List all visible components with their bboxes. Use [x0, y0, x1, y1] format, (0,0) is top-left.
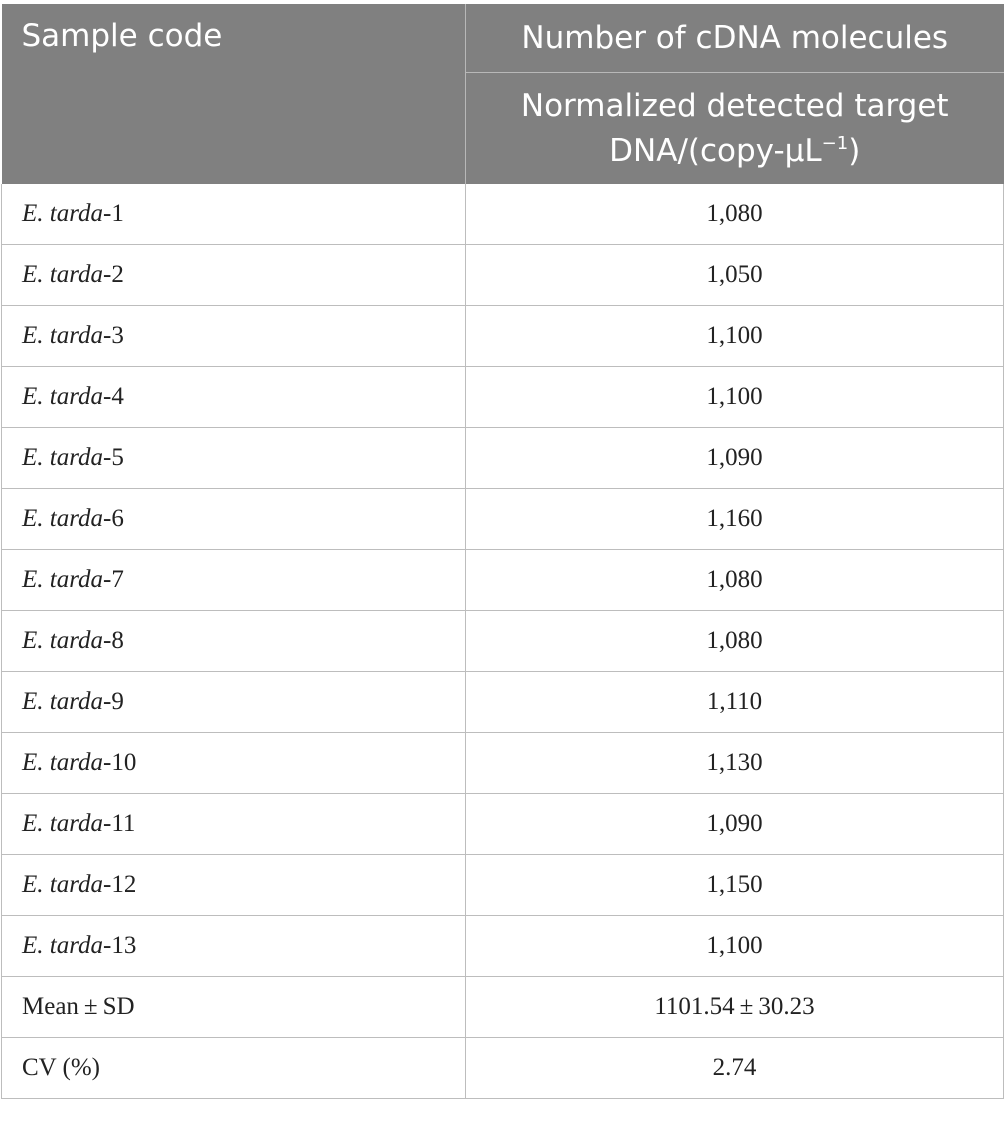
sample-cell	[2, 550, 466, 611]
sample-cell	[2, 428, 466, 489]
sample-cell	[2, 855, 466, 916]
summary-row-mean-sd	[2, 977, 1004, 1038]
sample-cell	[2, 245, 466, 306]
sample-suffix: -6	[103, 505, 124, 532]
species-name: E. tarda	[22, 932, 104, 959]
species-name: E. tarda	[22, 749, 104, 776]
species-name: E. tarda	[22, 627, 104, 654]
table-row	[2, 794, 1004, 855]
sample-suffix: -13	[103, 932, 137, 959]
sample-cell	[2, 733, 466, 794]
sample-suffix: -11	[103, 810, 136, 837]
table-row	[2, 916, 1004, 977]
value-cell: 1,160	[466, 489, 1004, 550]
header-normalized-close: )	[848, 133, 861, 169]
summary-label: CV (%)	[2, 1038, 466, 1099]
sample-suffix: -9	[103, 688, 124, 715]
summary-value: 2.74	[466, 1038, 1004, 1099]
species-name: E. tarda	[22, 688, 104, 715]
table-row	[2, 489, 1004, 550]
value-cell: 1,100	[466, 367, 1004, 428]
species-name: E. tarda	[22, 444, 104, 471]
summary-row-cv	[2, 1038, 1004, 1099]
species-name: E. tarda	[22, 871, 104, 898]
sample-cell	[2, 794, 466, 855]
value-cell: 1,090	[466, 794, 1004, 855]
results-table	[1, 4, 1004, 1099]
value-cell: 1,080	[466, 184, 1004, 245]
header-normalized-target	[466, 73, 1004, 185]
species-name: E. tarda	[22, 810, 104, 837]
value-cell: 1,100	[466, 306, 1004, 367]
species-name: E. tarda	[22, 505, 104, 532]
table-body	[2, 184, 1004, 1099]
species-name: E. tarda	[22, 261, 104, 288]
sample-cell	[2, 916, 466, 977]
sample-cell	[2, 672, 466, 733]
value-cell: 1,090	[466, 428, 1004, 489]
value-cell: 1,080	[466, 550, 1004, 611]
header-sample-code: Sample code	[2, 4, 466, 184]
table-row	[2, 855, 1004, 916]
species-name: E. tarda	[22, 322, 104, 349]
sample-cell	[2, 306, 466, 367]
header-normalized-line2: DNA/(copy-μL	[609, 133, 822, 169]
species-name: E. tarda	[22, 383, 104, 410]
value-cell: 1,150	[466, 855, 1004, 916]
value-cell: 1,050	[466, 245, 1004, 306]
value-cell: 1,130	[466, 733, 1004, 794]
sample-suffix: -7	[103, 566, 124, 593]
sample-suffix: -1	[103, 200, 124, 227]
sample-suffix: -12	[103, 871, 137, 898]
value-cell: 1,080	[466, 611, 1004, 672]
sample-cell	[2, 611, 466, 672]
summary-value: 1101.54 ± 30.23	[466, 977, 1004, 1038]
header-number-of-cdna: Number of cDNA molecules	[466, 4, 1004, 73]
species-name: E. tarda	[22, 566, 104, 593]
sample-suffix: -3	[103, 322, 124, 349]
table-row	[2, 245, 1004, 306]
sample-cell	[2, 489, 466, 550]
table-row	[2, 550, 1004, 611]
sample-suffix: -10	[103, 749, 137, 776]
table-row	[2, 306, 1004, 367]
value-cell: 1,110	[466, 672, 1004, 733]
species-name: E. tarda	[22, 200, 104, 227]
summary-label: Mean ± SD	[2, 977, 466, 1038]
sample-suffix: -2	[103, 261, 124, 288]
sample-suffix: -5	[103, 444, 124, 471]
header-normalized-superscript: −1	[821, 133, 849, 154]
table-header	[2, 4, 1004, 184]
table-row	[2, 611, 1004, 672]
table-row	[2, 428, 1004, 489]
value-cell: 1,100	[466, 916, 1004, 977]
sample-suffix: -4	[103, 383, 124, 410]
table-row	[2, 733, 1004, 794]
sample-cell	[2, 184, 466, 245]
sample-cell	[2, 367, 466, 428]
table-row	[2, 184, 1004, 245]
table-row	[2, 367, 1004, 428]
table-row	[2, 672, 1004, 733]
sample-suffix: -8	[103, 627, 124, 654]
header-normalized-line1: Normalized detected target	[520, 88, 949, 124]
